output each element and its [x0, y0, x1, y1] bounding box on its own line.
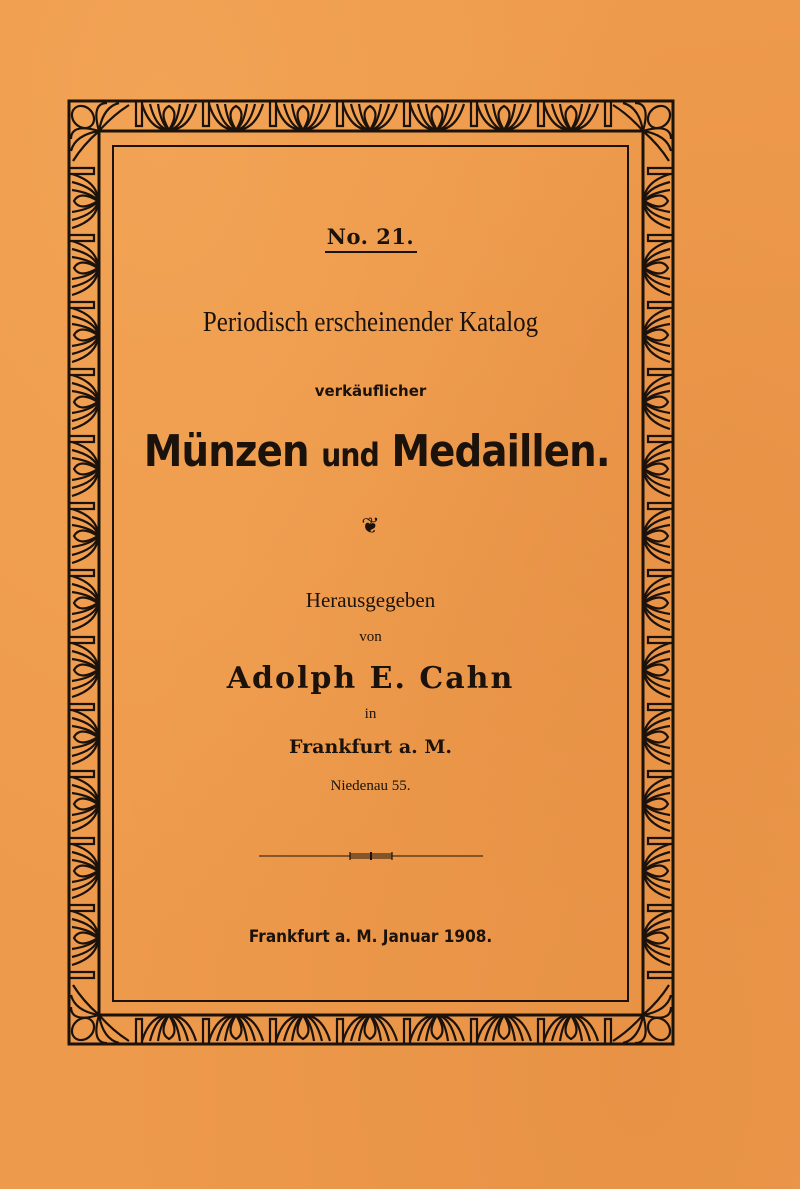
- publisher-city: Frankfurt a. M.: [288, 736, 453, 758]
- decorative-divider: [259, 852, 483, 860]
- in-label: in: [364, 706, 377, 722]
- publication-date-line: Frankfurt a. M. Januar 1908.: [248, 927, 493, 947]
- main-title-part-3: Medaillen.: [391, 426, 610, 477]
- number-underline: [325, 251, 417, 253]
- main-title-part-1: Münzen: [143, 426, 309, 477]
- publisher-name: Adolph E. Cahn: [226, 661, 515, 696]
- floral-ornament-icon: ❦: [361, 514, 380, 539]
- title-line-1: Periodisch erscheinender Katalog: [202, 306, 539, 338]
- main-title-part-2: und: [321, 436, 379, 474]
- by-label: von: [359, 629, 382, 645]
- catalog-number: No. 21.: [326, 224, 415, 249]
- published-label: Herausgegeben: [305, 588, 436, 612]
- publisher-address: Niedenau 55.: [330, 778, 411, 794]
- cover-content: [113, 146, 628, 1001]
- title-line-2: verkäuflicher: [314, 382, 427, 400]
- main-title: [143, 426, 610, 477]
